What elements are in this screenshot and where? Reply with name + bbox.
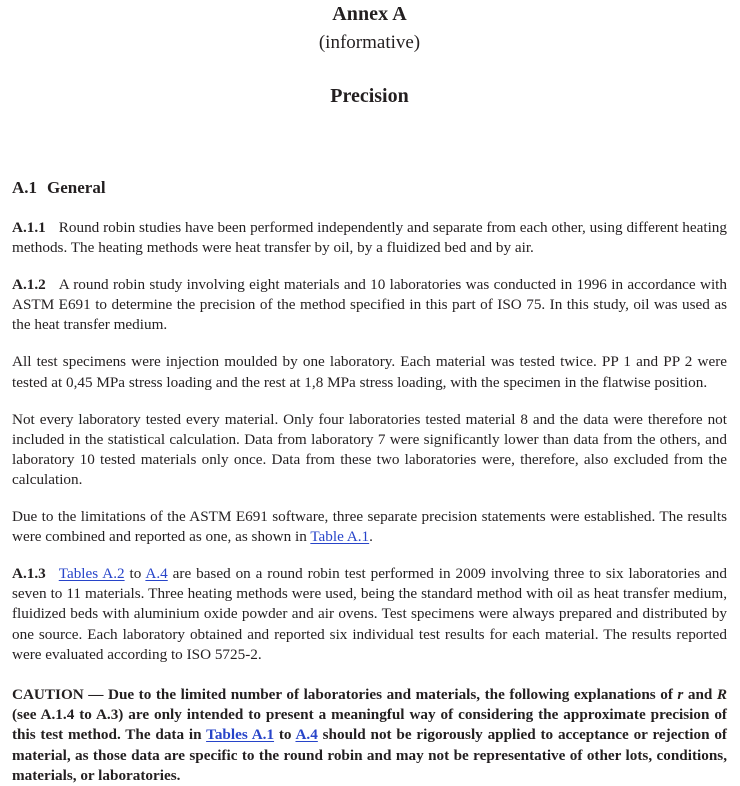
caution-label: CAUTION	[12, 685, 84, 703]
paragraph-a11-text: Round robin studies have been performed independently and separate from each other, using different heating methods. The heating methods were heat transfer by oil, by a fluidized bed and by air.	[12, 219, 727, 257]
link-a4-caution[interactable]: A.4	[295, 726, 318, 744]
paragraph-specimens-text: All test specimens were injection moulded by one laboratory. Each material was tested twice. PP 1 and PP 2 were tested at 0,45 MPa stress loading and the rest at 1,8 MPa stress loading, with the specimen in the flatwise position.	[12, 353, 727, 391]
paragraph-not-every-laboratory	[12, 393, 727, 490]
annex-heading: Precision	[330, 85, 409, 107]
section-heading-a1	[12, 109, 727, 198]
caution-segment-1: Due to the limited number of laboratories and materials, the following explanations of	[107, 685, 678, 703]
paragraph-caution	[12, 665, 727, 786]
link-a4[interactable]: A.4	[145, 565, 168, 583]
clause-number-a11: A.1.1	[12, 219, 46, 236]
paragraph-a13-between-links: to	[124, 565, 146, 583]
paragraph-a13-text: are based on a round robin test performed in 2009 involving three to six laboratories and seven to 11 materials. Three heating methods were used, being the standard method with oil as heat transfer medium, fluidized beds with aluminium oxide powder and air ovens. Test specimens were always prepared and distributed by one source. Each laboratory obtained and reported six individual test results for each material. The results reported were evaluated according to ISO 5725-2.	[12, 565, 727, 663]
clause-number-a13: A.1.3	[12, 565, 46, 583]
paragraph-limitations-text-before: Due to the limitations of the ASTM E691 software, three separate precision statements were established. The results were combined and reported as one, as shown in	[12, 508, 727, 546]
caution-segment-5: should not be rigorously applied to acceptance or rejection of material, as those data are specific to the round robin and may not be representative of other lots, conditions, materials, or laboratories.	[12, 726, 727, 784]
paragraph-a13	[12, 547, 727, 664]
paragraph-a12	[12, 258, 727, 335]
paragraph-limitations-text-after: .	[369, 528, 373, 546]
caution-symbol-r-lower: r	[677, 685, 684, 703]
caution-symbol-r-upper: R	[716, 685, 728, 703]
paragraph-not-every-laboratory-text: Not every laboratory tested every material. Only four laboratories tested material 8 and the data were therefore not included in the statistical calculation. Data from laboratory 7 were significantly lower than data from the others, and laboratory 10 tested materials only once. Data from these two laboratories were, therefore, also excluded from the calculation.	[12, 410, 727, 488]
link-tables-a2[interactable]: Tables A.2	[58, 565, 125, 583]
paragraph-limitations	[12, 490, 727, 547]
link-table-a1[interactable]: Table A.1	[310, 528, 370, 546]
section-number: A.1	[12, 178, 38, 197]
paragraph-specimens	[12, 335, 727, 392]
caution-segment-2: and	[683, 685, 717, 703]
caution-segment-4: to	[274, 726, 296, 744]
paragraph-a11	[12, 198, 727, 258]
link-tables-a1-caution[interactable]: Tables A.1	[206, 726, 275, 744]
caution-segment-3: (see A.1.4 to A.3) are only intended to present a meaningful way of considering the approximate precision of this test method. The data in	[12, 705, 727, 744]
caution-dash: —	[83, 685, 108, 703]
annex-title: Annex A	[332, 3, 407, 25]
annex-subtitle: (informative)	[318, 32, 421, 53]
paragraph-a12-text: A round robin study involving eight materials and 10 laboratories was conducted in 1996 in accordance with ASTM E691 to determine the precision of the method specified in this part of ISO 75. In this study, oil was used as the heat transfer medium.	[12, 276, 727, 334]
section-title: General	[47, 178, 106, 197]
clause-number-a12: A.1.2	[12, 276, 46, 294]
